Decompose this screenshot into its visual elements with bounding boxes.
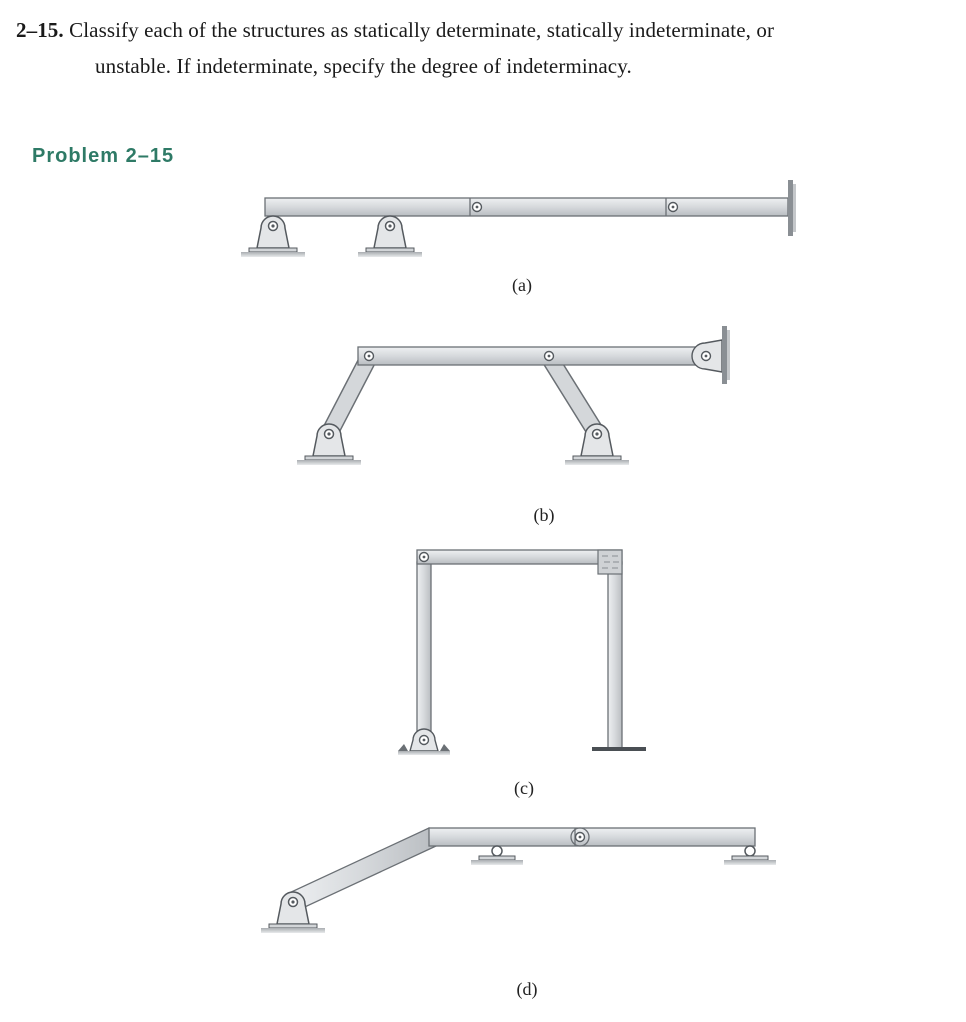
column-c-right [608,562,622,748]
wall-b [722,326,727,384]
hinge-b1 [365,352,374,361]
figure-a [241,180,796,257]
strut-b-left [329,357,369,434]
column-c-left [417,562,431,742]
roller-support-d2 [724,846,776,865]
hinge-b2 [545,352,554,361]
pin-support-b1 [297,424,361,465]
inclined-member-d [287,828,436,912]
pin-support-a2 [358,216,422,257]
figure-b [297,326,730,465]
beam-d [429,828,755,846]
beam-b [358,347,722,365]
figure-c [398,550,646,755]
beam-a [265,198,788,216]
problem-text-line-1: Classify each of the structures as statically determinate, statically indeterminate, or [69,18,775,42]
strut-b-right [549,357,597,434]
hinge-c-top-left [420,553,429,562]
fixed-wall-a [788,180,793,236]
problem-number: 2–15. [16,18,64,42]
pin-support-a1 [241,216,305,257]
internal-hinge-a1 [473,203,482,212]
beam-c [417,550,622,564]
figure-label-b: (b) [533,505,555,525]
figure-label-a: (a) [512,275,532,295]
roller-support-d1 [471,846,523,865]
figure-label-c: (c) [514,778,534,798]
figure-title: Problem 2–15 [32,145,175,167]
figure-d [261,828,776,933]
internal-hinge-d [576,833,585,842]
internal-hinge-a2 [669,203,678,212]
figure-label-d: (d) [516,979,538,999]
pin-support-b2 [565,424,629,465]
problem-text-line-2: unstable. If indeterminate, specify the degree of indeterminacy. [95,54,632,78]
fixed-base-c [592,747,646,751]
